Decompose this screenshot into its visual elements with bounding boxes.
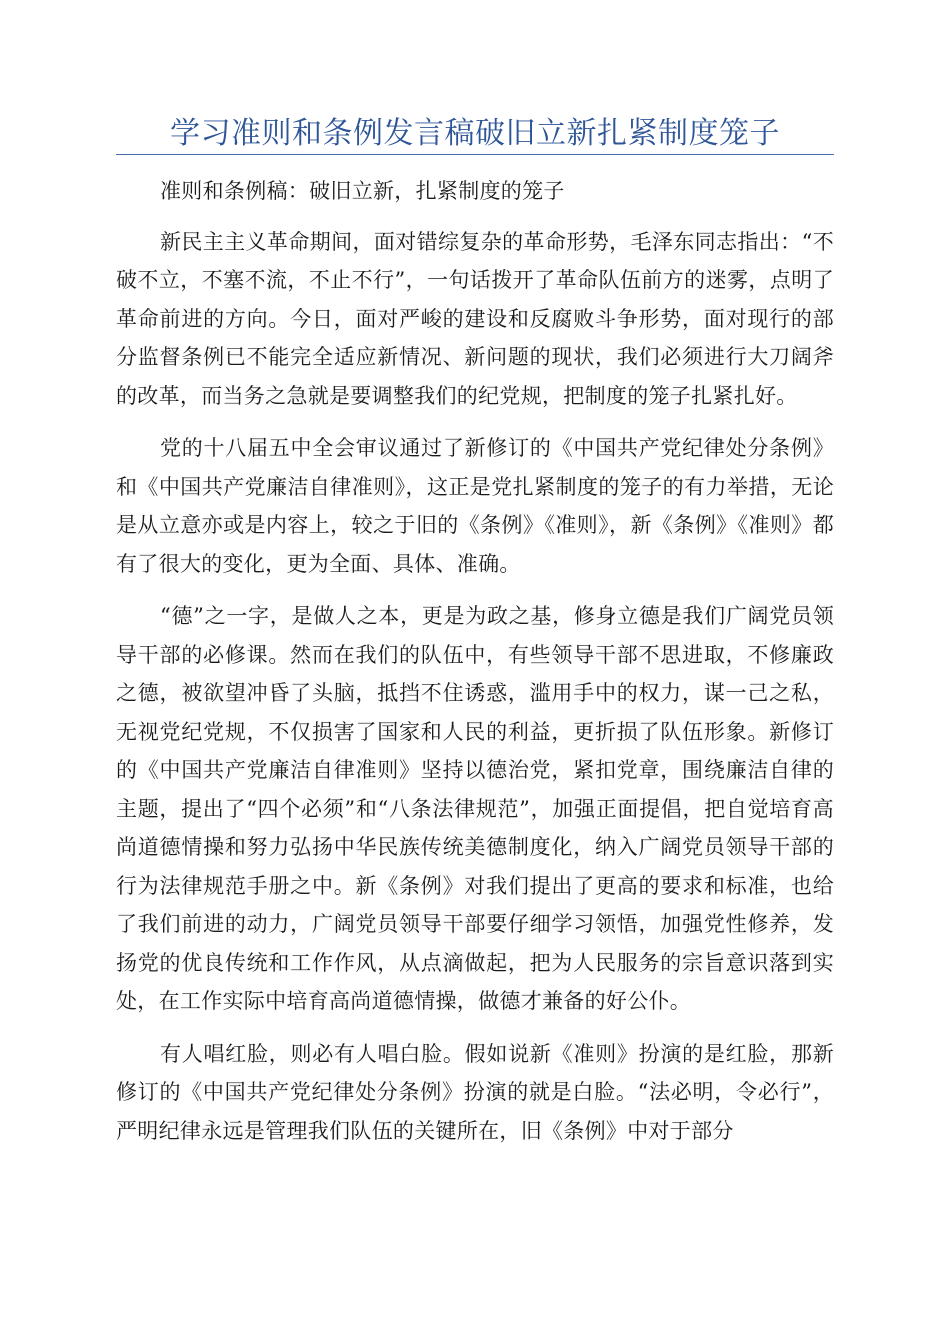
- paragraph-3: “德”之一字，是做人之本，更是为政之基，修身立德是我们广阔党员领导干部的必修课。然而在我们的队伍中，有些领导干部不思进取，不修廉政之德，被欲望冲昏了头脑，抵挡不住诱惑，滥用手中的权力，谋一己之私，无视党纪党规，不仅损害了国家和人民的利益，更折损了队伍形象。新修订的《中国共产党廉洁自律准则》坚持以德治党，紧扣党章，围绕廉洁自律的主题，提出了“四个必须”和“八条法律规范”，加强正面提倡，把自觉培育高尚道德情操和努力弘扬中华民族传统美德制度化，纳入广阔党员领导干部的行为法律规范手册之中。新《条例》对我们提出了更高的要求和标准，也给了我们前进的动力，广阔党员领导干部要仔细学习领悟，加强党性修养，发扬党的优良传统和工作作风，从点滴做起，把为人民服务的宗旨意识落到实处，在工作实际中培育高尚道德情操，做德才兼备的好公仆。: [116, 604, 834, 1013]
- paragraph-1: 新民主主义革命期间，面对错综复杂的革命形势，毛泽东同志指出：“不破不立，不塞不流，不止不行”，一句话拨开了革命队伍前方的迷雾，点明了革命前进的方向。今日，面对严峻的建设和反腐败斗争形势，面对现行的部分监督条例已不能完全适应新情况、新问题的现状，我们必须进行大刀阔斧的改革，而当务之急就是要调整我们的纪党规，把制度的笼子扎紧扎好。: [116, 229, 834, 408]
- document-body: [116, 172, 834, 1164]
- paragraph-4: 有人唱红脸，则必有人唱白脸。假如说新《准则》扮演的是红脸，那新修订的《中国共产党纪律处分条例》扮演的就是白脸。“法必明，令必行”，严明纪律永远是管理我们队伍的关键所在，旧《条例》中对于部分: [116, 1041, 834, 1143]
- paragraph-subtitle: 准则和条例稿：破旧立新，扎紧制度的笼子: [160, 179, 565, 203]
- document-title: 学习准则和条例发言稿破旧立新扎紧制度笼子: [170, 116, 780, 151]
- paragraph-2: 党的十八届五中全会审议通过了新修订的《中国共产党纪律处分条例》和《中国共产党廉洁自律准则》，这正是党扎紧制度的笼子的有力举措，无论是从立意亦或是内容上，较之于旧的《条例》《准则》，新《条例》《准则》都有了很大的变化，更为全面、具体、准确。: [116, 436, 834, 576]
- title-underline: [116, 154, 834, 155]
